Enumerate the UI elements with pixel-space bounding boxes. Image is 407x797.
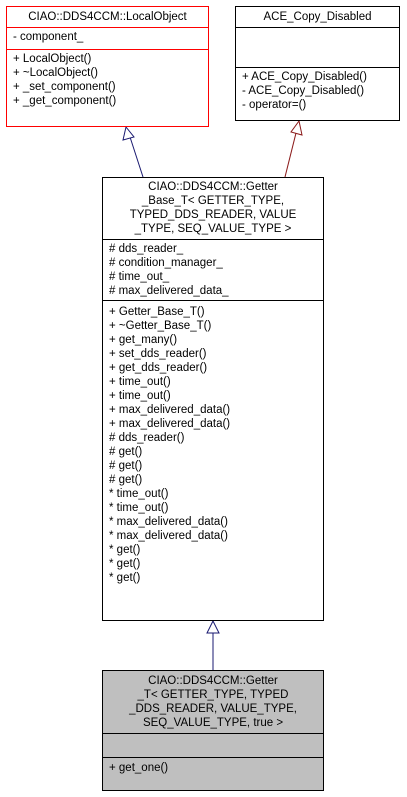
method: + ~Getter_Base_T() <box>109 320 212 332</box>
class-title <box>103 178 323 239</box>
arrowhead-ace <box>291 121 302 135</box>
class-getter-base[interactable] <box>102 177 324 621</box>
method: * time_out() <box>109 502 169 514</box>
attributes-section <box>7 27 208 49</box>
attributes-section <box>103 239 323 300</box>
title-line: _DDS_READER, VALUE_TYPE, <box>129 703 297 715</box>
title-line: CIAO::DDS4CCM::Getter <box>148 675 278 687</box>
method: + max_delivered_data() <box>109 418 231 430</box>
method: + get_dds_reader() <box>109 362 208 374</box>
method: + get_many() <box>109 334 178 346</box>
attribute: # max_delivered_data_ <box>109 285 229 297</box>
method: + max_delivered_data() <box>109 404 231 416</box>
methods-section <box>103 757 323 777</box>
attribute: # condition_manager_ <box>109 257 223 269</box>
method: + _set_component() <box>13 81 116 93</box>
class-title: CIAO::DDS4CCM::LocalObject <box>28 11 187 23</box>
method: + LocalObject() <box>13 53 92 65</box>
class-getter-t[interactable] <box>102 670 324 791</box>
method: - operator=() <box>242 99 307 111</box>
class-title <box>103 671 323 733</box>
method: * max_delivered_data() <box>109 516 228 528</box>
attribute: - component_ <box>13 31 84 43</box>
method: # get() <box>109 460 143 472</box>
title-line: SEQ_VALUE_TYPE, true > <box>142 717 284 729</box>
arrowhead-getter-base <box>207 621 219 633</box>
methods-section <box>7 49 208 110</box>
title-line: _TYPE, SEQ_VALUE_TYPE > <box>134 223 292 235</box>
attributes-section <box>236 27 399 67</box>
methods-section <box>103 300 323 587</box>
class-title: ACE_Copy_Disabled <box>263 11 372 23</box>
method: + time_out() <box>109 390 171 402</box>
attribute: # time_out_ <box>109 271 170 283</box>
method: # get() <box>109 446 143 458</box>
title-line: _T< GETTER_TYPE, TYPED <box>137 689 289 701</box>
method: # get() <box>109 474 143 486</box>
method: + Getter_Base_T() <box>109 306 205 318</box>
class-local-object[interactable] <box>6 6 209 127</box>
title-line: TYPED_DDS_READER, VALUE <box>129 209 297 221</box>
attributes-section <box>103 733 323 757</box>
method: + ~LocalObject() <box>13 67 99 79</box>
method: + set_dds_reader() <box>109 348 207 360</box>
method: + get_one() <box>109 762 169 774</box>
methods-section <box>236 67 399 114</box>
method: * get() <box>109 558 141 570</box>
method: * max_delivered_data() <box>109 530 228 542</box>
title-line: _Base_T< GETTER_TYPE, <box>141 195 285 207</box>
method: * time_out() <box>109 488 169 500</box>
method: + _get_component() <box>13 95 117 107</box>
method: + ACE_Copy_Disabled() <box>242 71 367 83</box>
edge-getter-base-to-ace <box>285 133 296 177</box>
method: # dds_reader() <box>109 432 185 444</box>
method: * get() <box>109 544 141 556</box>
title-line: CIAO::DDS4CCM::Getter <box>148 181 278 193</box>
method: * get() <box>109 572 141 584</box>
edge-getter-base-to-local-object <box>130 137 143 177</box>
arrowhead-local-object <box>123 127 134 140</box>
method: - ACE_Copy_Disabled() <box>242 85 365 97</box>
method: + time_out() <box>109 376 171 388</box>
class-ace-copy-disabled[interactable] <box>235 6 400 121</box>
attribute: # dds_reader_ <box>109 243 184 255</box>
